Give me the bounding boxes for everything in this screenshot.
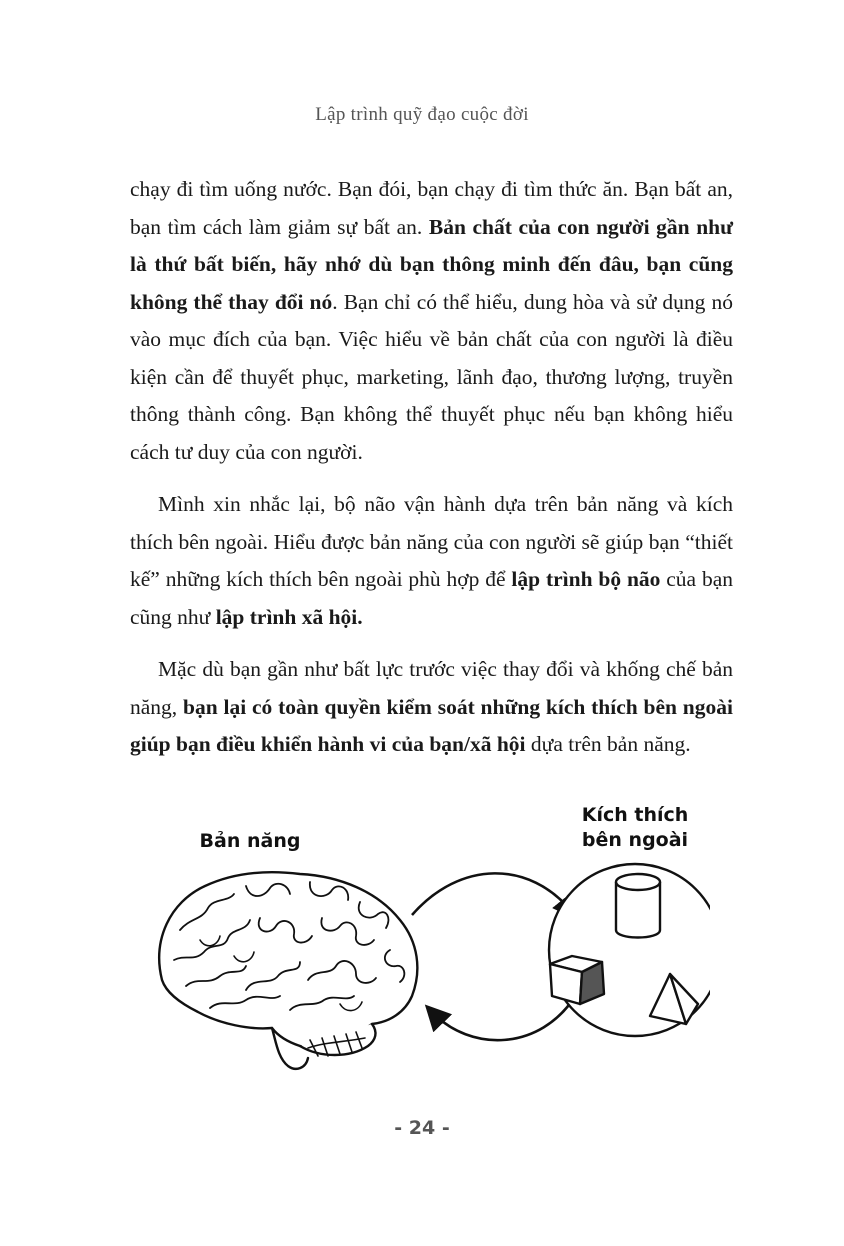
running-head: Lập trình quỹ đạo cuộc đời [315, 104, 529, 125]
arrow-bottom [432, 995, 576, 1040]
label-stimulus-line2: bên ngoài [581, 829, 689, 851]
paragraph [130, 171, 733, 471]
instinct-stimulus-diagram [150, 790, 710, 1080]
cylinder-shape [616, 874, 660, 938]
emphasis-text: lập trình bộ não [511, 567, 661, 591]
paragraph-text: Mặc dù bạn gần như bất lực trước việc thay đổi và khống chế bản năng, [130, 657, 733, 719]
brain-illustration [159, 872, 417, 1069]
label-stimulus-line1: Kích thích [581, 804, 689, 826]
emphasis-text: bạn lại có toàn quyền kiểm soát những kích thích bên ngoài giúp bạn điều khiển hành vi của bạn/xã hội [130, 694, 733, 756]
cube-shape [550, 956, 604, 1004]
paragraph-text: Mình xin nhắc lại, bộ não vận hành dựa trên bản năng và kích thích bên ngoài. Hiểu được bản năng của con người sẽ giúp bạn “thiết kế” những kích thích bên ngoài phù hợp để [130, 492, 733, 591]
paragraph-text: dựa trên bản năng. [525, 732, 691, 756]
label-instinct: Bản năng [199, 830, 301, 852]
emphasis-text: Bản chất của con người gần như là thứ bất biến, hãy nhớ dù bạn thông minh đến đâu, bạn cũng không thể thay đổi nó [130, 214, 734, 314]
stimulus-illustration [549, 864, 710, 1036]
body-text [130, 171, 733, 779]
emphasis-text: lập trình xã hội. [215, 604, 363, 629]
paragraph-text: . Bạn chỉ có thể hiểu, dung hòa và sử dụng nó vào mục đích của bạn. Việc hiểu về bản chất của con người là điều kiện cần để thuyết phục, marketing, lãnh đạo, thương lượng, truyền thông thành công. Bạn không thể thuyết phục nếu bạn không hiểu cách tư duy của con người. [130, 289, 733, 464]
arrow-top [412, 873, 572, 915]
paragraph-text: chạy đi tìm uống nước. Bạn đói, bạn chạy đi tìm thức ăn. Bạn bất an, bạn tìm cách làm giảm sự bất an. [130, 177, 733, 239]
page-number: - 24 - [394, 1117, 450, 1139]
paragraph-text: của bạn cũng như [130, 567, 733, 629]
paragraph [130, 486, 733, 636]
paragraph [130, 651, 733, 764]
